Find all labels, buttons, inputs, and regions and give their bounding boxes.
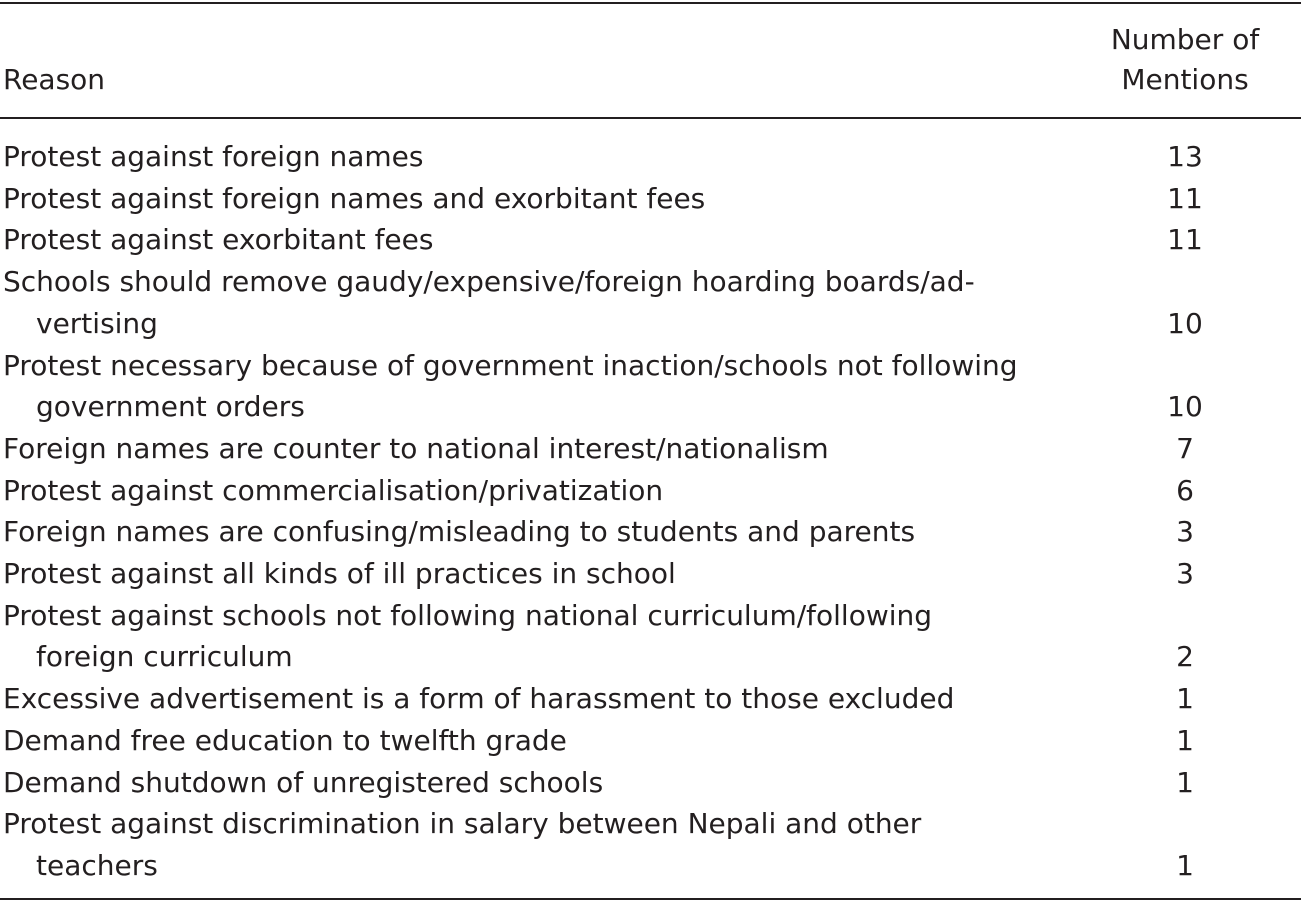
mentions-count: 10 — [1167, 390, 1203, 424]
header-reason: Reason — [3, 63, 106, 96]
table-row — [0, 678, 1301, 720]
mentions-count: 1 — [1176, 723, 1194, 757]
table-row — [0, 136, 1301, 178]
reason-cell — [0, 219, 1090, 261]
reason-cell — [0, 553, 1090, 595]
table-row — [0, 511, 1301, 553]
table-top-rule — [0, 2, 1301, 4]
table-bottom-rule — [0, 898, 1301, 900]
reason-cell — [0, 595, 1090, 678]
reason-text: Foreign names are confusing/misleading to students and parents — [3, 515, 916, 549]
mentions-count: 11 — [1167, 223, 1203, 257]
mentions-count: 3 — [1176, 557, 1194, 591]
table-row — [0, 720, 1301, 762]
table-body — [0, 136, 1301, 887]
reason-cell — [0, 720, 1090, 762]
reason-text: teachers — [36, 848, 158, 882]
table-row — [0, 428, 1301, 470]
mentions-count: 7 — [1176, 431, 1194, 465]
table-row — [0, 803, 1301, 886]
reason-text: Protest against discrimination in salary between Nepali and other — [3, 807, 922, 841]
mentions-count: 1 — [1176, 765, 1194, 799]
table-row — [0, 345, 1301, 428]
reason-text: Protest against exorbitant fees — [3, 223, 434, 257]
reason-cell — [0, 136, 1090, 178]
header-number-of-mentions — [1090, 20, 1280, 100]
reason-cell — [0, 178, 1090, 220]
mentions-count: 1 — [1176, 848, 1194, 882]
reason-text: Demand shutdown of unregistered schools — [3, 765, 604, 799]
mentions-count: 3 — [1176, 515, 1194, 549]
reason-text: Foreign names are counter to national interest/nationalism — [3, 431, 829, 465]
reason-cell — [0, 345, 1090, 428]
header-count-line1: Number of — [1110, 23, 1260, 56]
reason-cell — [0, 470, 1090, 512]
reason-cell — [0, 511, 1090, 553]
reason-text: government orders — [36, 390, 305, 424]
reason-text: Protest against all kinds of ill practices in school — [3, 557, 676, 591]
reason-text: Excessive advertisement is a form of harassment to those excluded — [3, 682, 955, 716]
reason-text: foreign curriculum — [36, 640, 293, 674]
table-row — [0, 553, 1301, 595]
mentions-count: 6 — [1176, 473, 1194, 507]
header-rule — [0, 117, 1301, 119]
reason-text: vertising — [36, 306, 158, 340]
table-row — [0, 261, 1301, 344]
reason-cell — [0, 762, 1090, 804]
table-row — [0, 762, 1301, 804]
mentions-count: 10 — [1167, 306, 1203, 340]
mentions-count: 2 — [1176, 640, 1194, 674]
table-row — [0, 470, 1301, 512]
table-row — [0, 178, 1301, 220]
mentions-count: 11 — [1167, 181, 1203, 215]
table-row — [0, 219, 1301, 261]
reason-text: Protest against schools not following national curriculum/following — [3, 598, 933, 632]
reason-text: Protest against foreign names — [3, 140, 424, 173]
reason-text: Protest against foreign names and exorbitant fees — [3, 181, 706, 215]
reason-text: Protest against commercialisation/privatization — [3, 473, 664, 507]
reason-cell — [0, 803, 1090, 886]
reason-cell — [0, 428, 1090, 470]
mentions-count: 1 — [1176, 682, 1194, 716]
reason-cell — [0, 678, 1090, 720]
reason-cell — [0, 261, 1090, 344]
reason-text: Schools should remove gaudy/expensive/foreign hoarding boards/ad- — [3, 265, 975, 299]
mentions-count: 13 — [1167, 140, 1203, 173]
table-row — [0, 595, 1301, 678]
header-count-line2: Mentions — [1121, 63, 1249, 96]
reason-text: Demand free education to twelfth grade — [3, 723, 567, 757]
reason-text: Protest necessary because of government inaction/schools not following — [3, 348, 1018, 382]
